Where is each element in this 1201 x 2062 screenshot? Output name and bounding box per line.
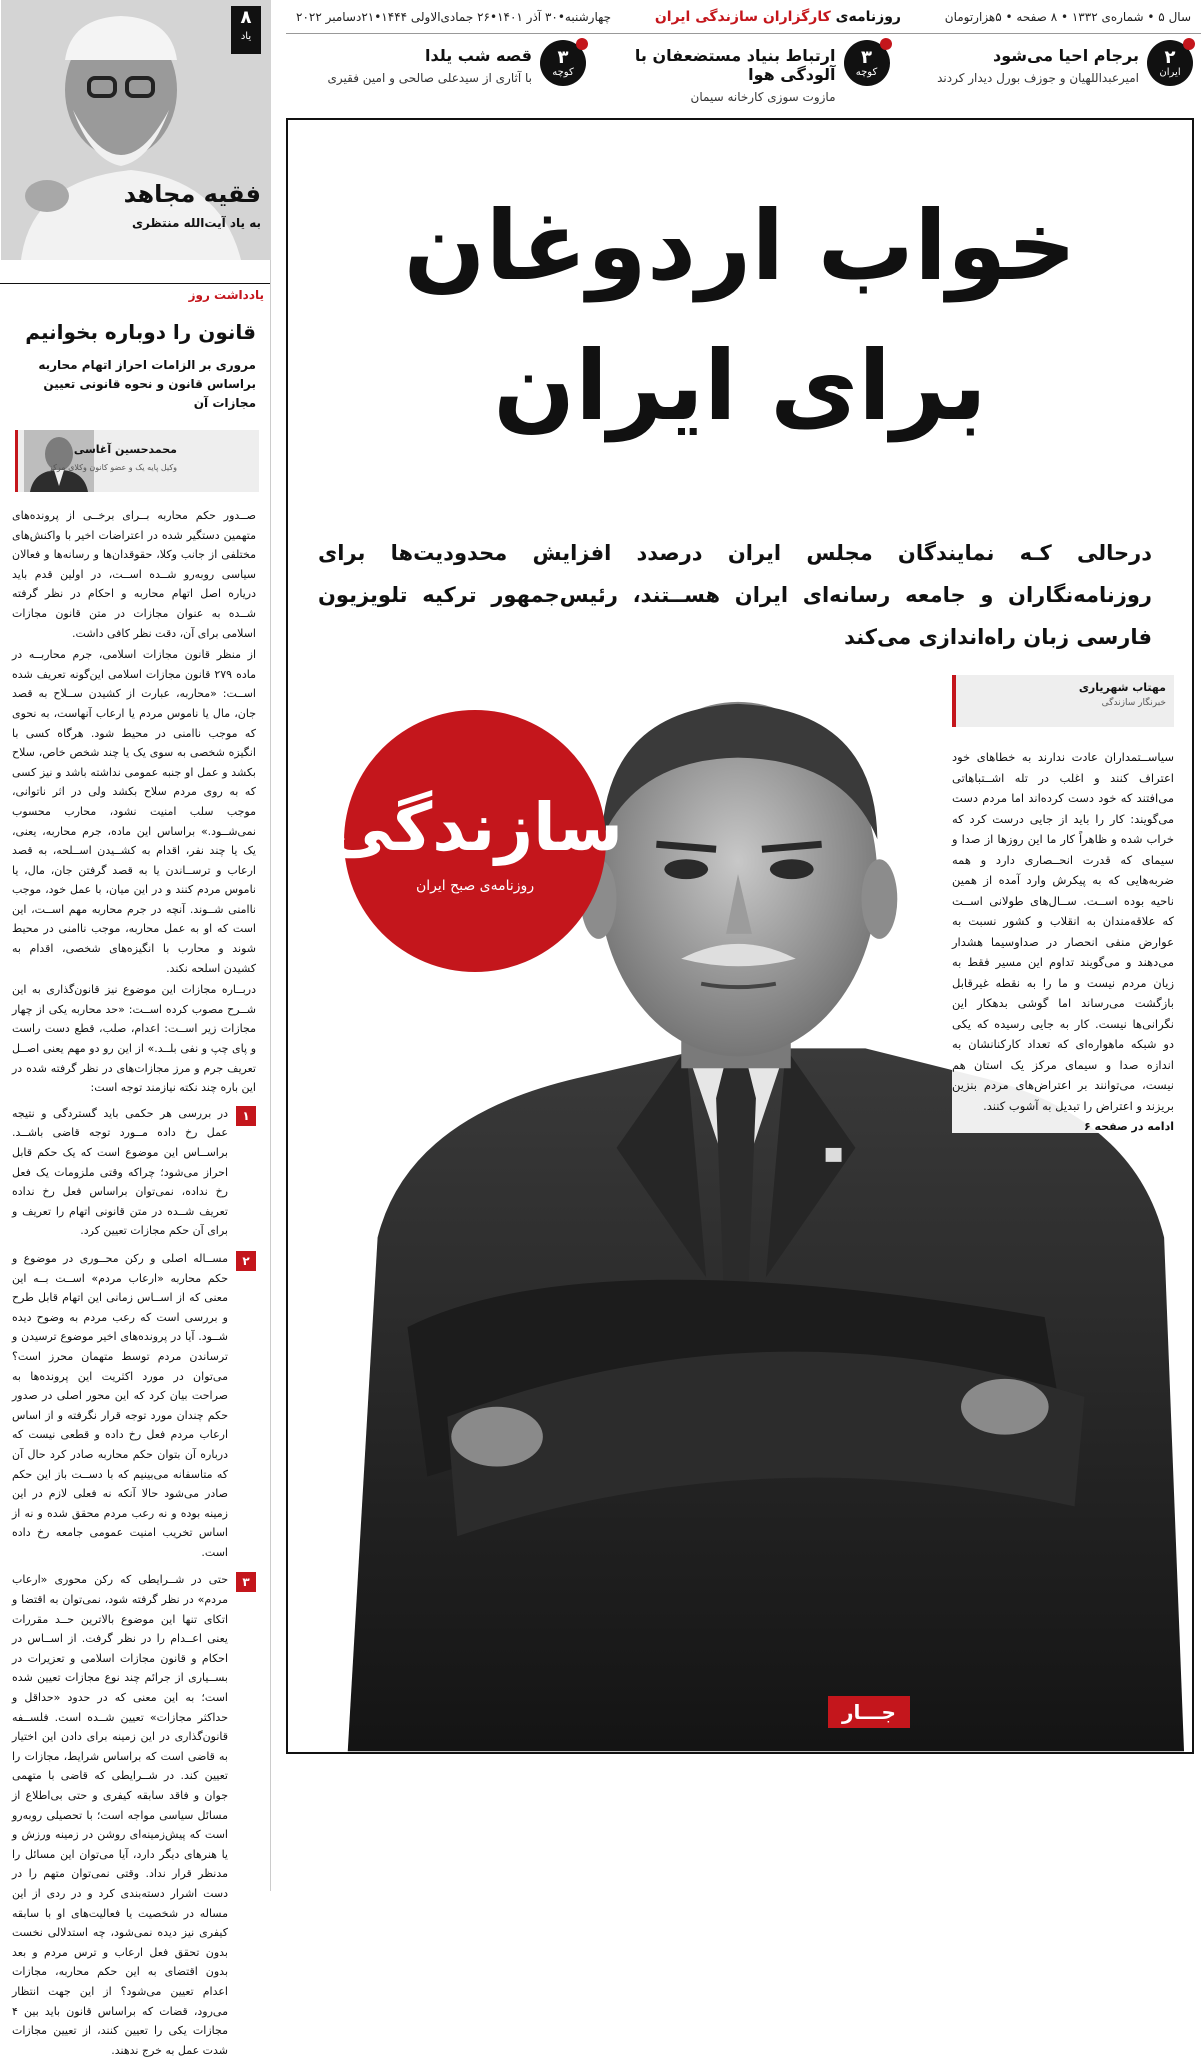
teaser-title[interactable]: برجام احیا می‌شود bbox=[993, 46, 1139, 65]
numbered-point bbox=[12, 1570, 256, 2062]
teaser-sub: مازوت سوزی کارخانه سیمان bbox=[690, 90, 836, 104]
headline-line-1: خواب اردوغان bbox=[403, 190, 1077, 302]
numbered-point bbox=[12, 1104, 256, 1243]
page-badge bbox=[1147, 40, 1193, 86]
seal-word: سازندگی bbox=[327, 788, 623, 866]
commentary-note bbox=[952, 675, 1174, 1133]
left-column bbox=[1, 0, 271, 2057]
paragraph: دربــاره مجازات این موضوع نیز قانون‌گذاری به این شــرح مصوب کرده اســت: «حد محاربه یکی از چهار مجازات زیر اســت: اعدام، صلب، قطع دست راست و پای چپ و نفی بلــد.» از این رو دو مهم یعنی اصــل تعریف جرم و مرز مجازات‌های در نظر گرفته شده در این باره چند نکته نیازمند توجه است: bbox=[12, 983, 256, 1095]
avatar bbox=[24, 430, 94, 492]
point-number: ۲ bbox=[236, 1251, 256, 1271]
main-headline[interactable] bbox=[288, 176, 1192, 456]
author-box bbox=[15, 430, 259, 492]
page-number: ۸ bbox=[240, 7, 252, 28]
brand-prefix: روزنامه‌ی bbox=[830, 8, 901, 25]
section-name: کوچه bbox=[552, 66, 574, 78]
page-number: ۲ bbox=[1164, 46, 1176, 68]
obit-title: فقیه مجاهد bbox=[123, 180, 261, 208]
teaser-1[interactable] bbox=[893, 40, 1193, 110]
brand-name[interactable] bbox=[655, 9, 901, 25]
point-text: حتی در شــرایطی که رکن محوری «ارعاب مردم» در نظر گرفته شود، نمی‌توان به اقتضا و اتکای تنها این موضوع بالاترین حــد مقررات یعنی اعــدام را در نظر گرفت. از اســاس در احکام و قانون مجازات اسلامی و تعزیرات در بســیاری از جرائم چند نوع مجازات تعیین شده است؛ به این معنی که در حدود «حداقل و حداکثر مجازات» تعیین شــده است. فلســفه قانون‌گذاری در این زمینه برای دادن این اختیار به قاضی است که براساس شرایط، مجازات را تعیین کند. در شــرایطی که قاضی با متهمی جوان و فاقد سابقه کیفری و حتی بی‌اطلاع از مسائل سیاسی مواجه است؛ با تحصیلی روبه‌رو است که پیش‌زمینه‌ای روشن در زمینه ورزش و یا هنرهای دیگر دارد، آیا می‌توان این مسائل را مدنظر قرار نداد. وقتی نمی‌توان متهم را در دست اشرار دسته‌بندی کرد و در ردی از این مساله در شخصیت یا فعالیت‌های او با سابقه کیفری نیز دیده نمی‌شود، چه استدلالی نخست بدون تحقق فعل ارعاب و ترس مردم و بعد بدون اقتضای به این حکم محاربه، مجازات اعدام تعیین می‌شود؟ از این جهت انتظار می‌رود، قضات که براساس قانون باید بین ۴ مجازات یکی را تعیین کنند، از تعیین مجازات شدت عمل به خرج ندهند. bbox=[12, 1573, 228, 2057]
page-badge bbox=[231, 6, 261, 54]
page-badge bbox=[844, 40, 890, 86]
teaser-3[interactable] bbox=[286, 40, 586, 110]
teaser-2[interactable] bbox=[590, 40, 890, 110]
teaser-title[interactable]: قصه شب یلدا bbox=[424, 46, 532, 65]
main-story-frame bbox=[286, 118, 1194, 1754]
section-name: کوچه bbox=[855, 66, 878, 78]
lede-text: درحالی کـه نمایندگان مجلس ایران درصدد افزایش محدودیت‌ها برای روزنامه‌نگاران و جامعه رسانه‌ای ایران هســتند، رئیس‌جمهور ترکیه تلویزیون فارسی زبان راه‌اندازی می‌کند bbox=[318, 541, 1152, 649]
point-number: ۳ bbox=[236, 1572, 256, 1592]
author-role: وکیل پایه یک و عضو کانون وکلای مرکز bbox=[48, 463, 177, 472]
teaser-sub: امیرعبداللهیان و جوزف بورل دیدار کردند bbox=[937, 71, 1139, 85]
teaser-title[interactable]: ارتباط بنیاد مستضعفان با آلودگی هوا bbox=[634, 46, 836, 84]
note-author-role: خبرنگار سازندگی bbox=[1101, 698, 1166, 708]
issue-info: سال ۵ • شماره‌ی ۱۳۳۲ • ۸ صفحه • ۵هزارتومان bbox=[944, 9, 1191, 24]
teaser-sub: با آثاری از سیدعلی صالحی و امین فقیری bbox=[327, 71, 532, 85]
section-name: یاد bbox=[240, 31, 252, 42]
paragraph: صــدور حکم محاربه بــرای برخــی از پرونده‌های متهمین دستگیر شده در اعتراضات اخیر با واکنش‌های مختلفی از جانب وکلا، حقوقدان‌ها و رسانه‌ها و فعالان سیاسی روبه‌رو شــده اســت، در اولین قدم باید دریاره اصل اتهام محاربه و احکام در نظر گرفته شــده به عنوان مجازات در متن قانون مجازات اسلامی برای آن، دقت نظر کافی داشت. bbox=[12, 509, 256, 640]
page-number: ۳ bbox=[861, 46, 872, 68]
section-name: ایران bbox=[1159, 66, 1181, 78]
teaser-bar bbox=[286, 40, 1193, 110]
masthead bbox=[286, 0, 1201, 34]
column-dek: مروری بر الزامات احراز اتهام محاربه براساس قانون و نحوه قانونی تعیین مجازات آن bbox=[38, 358, 256, 410]
numbered-point bbox=[12, 1249, 256, 1565]
column-body bbox=[12, 506, 256, 2062]
point-text: مســاله اصلی و رکن محــوری در موضوع و حکم محاربه «ارعاب مردم» اســت بــه این معنی که از اســاس زمانی این اتهام قابل طرح و بررسی است که رعب مردم به وضوح دیده شــود. آیا در پرونده‌های اخیر موضوع ترسیدن و ترساندن مردم توسط متهمان محرز است؟ می‌توان در مورد اکثریت این پرونده‌ها به صراحت بیان کرد که این محور اصلی در صدور حکم چندان مورد توجه قرار نگرفته و از اساس ارعاب مردم فعل رخ داده و قطعی نیست که درباره آن بتوان حکم محاربه صادر کرد حال آن که متاسفانه می‌بینیم که با دســت باز این حکم صادر می‌شود حالا آنکه نه فعلی لازم در این زمینه بوده و نه رعب مردم محقق شده و نه از اساس تخریب امنیت عمومی جامعه رخ داده است. bbox=[12, 1251, 228, 1559]
author-name: محمدحسین آغاسی bbox=[73, 443, 177, 456]
headline-line-2: برای ایران bbox=[493, 330, 987, 442]
obituary-box[interactable] bbox=[1, 0, 271, 260]
seal-sub: روزنامه‌ی صبح ایران bbox=[415, 877, 535, 894]
issue-date: چهارشنبه•۳۰ آذر ۱۴۰۱•۲۶ جمادی‌الاولی ۱۴۴۴•۲۱دسامبر ۲۰۲۲ bbox=[296, 9, 612, 24]
brand-highlight: کارگزاران سازندگی ایران bbox=[654, 8, 831, 25]
note-byline bbox=[952, 675, 1174, 727]
column-label-text: یادداشت روز bbox=[188, 288, 264, 302]
note-author: مهتاب شهریاری bbox=[1078, 681, 1166, 694]
obit-sub: به یاد آیت‌الله منتظری bbox=[132, 216, 261, 230]
note-body: سیاســتمداران عادت ندارند به خطاهای خود اعتراف کنند و اغلب در تله اشــتباهاتی می‌افتند که خود دست کرده‌اند اما مردم دست می‌گویند: کار را باید از جایی درست کرد که خراب شده و ظاهراً کار ما این روزها از صدا و سیمای که قدرت انحــصاری دارد و همه ضربه‌هایی که به پیکرش وارد آمده از همین ناحیه بوده اســت. ســال‌های طولانی اســت که علاقه‌مندان به انقلاب و کشور نسبت به عوارض منفی انحصار در صداوسیما هشدار می‌دهند و می‌گویند تداوم این مسیر فقط به زیان مردم نیست و ما را به نقطه غیرقابل بازگشت می‌رساند اما گوشی بدهکار این نگرانی‌ها نیست. کار به جایی رسیده که یکی دو شبکه ماهواره‌ای که تعداد کارکنانشان به اندازه صدا و سیمای مرکز یک استان هم نیست، می‌توانند بر اعتراض‌های مردم بنزین بریزند و اعتراض را تبدیل به آشوب کنند. bbox=[952, 750, 1174, 1113]
jar-logo: جـــار bbox=[828, 1696, 910, 1728]
page-number: ۳ bbox=[557, 46, 569, 68]
continued-link[interactable]: ادامه در صفحه ۶ bbox=[1084, 1120, 1174, 1133]
point-number: ۱ bbox=[236, 1106, 256, 1126]
point-text: در بررسی هر حکمی باید گستردگی و نتیجه عمل رخ داده مــورد توجه قاضی باشــد. براســاس این موضوع است که یک حکم قابل احراز می‌شود؛ چراکه وقتی ملزومات یک فعل رخ نداده، نمی‌توان براساس فعل رخ نداده تعریف شــده در متن قانونی اتهام را تعریف و برای آن حکم مجازات تعیین کرد. bbox=[12, 1106, 228, 1238]
column-title[interactable]: قانون را دوباره بخوانیم bbox=[25, 320, 256, 344]
paragraph: از منظر قانون مجازات اسلامی، جرم محاربــه در ماده ۲۷۹ قانون مجازات اسلامی این‌گونه تعریف شده اســت: «محاربه، عبارت از کشیدن ســلاح به قصد جان، مال یا ناموس مردم یا ارعاب آنهاست، به نحوی که موجب ناامنی در محیط شود. هرگاه کسی با انگیزه شخصی به سوی یک یا چند شخص خاص، سلاح بکشد و عمل او جنبه عمومی نداشته باشد و نیز کسی که به روی مردم سلاح بکشد ولی در اثر ناتوانی، موجب سلب امنیت نشود، محارب محسوب نمی‌شــود.» براساس این ماده، جرم محاربه، یعنی، یک یا چند نفر، اقدام به کشــیدن اســلحه، به قصد ارعاب و ترســاندن یا به قصد گرفتن جان، مال، یا ناموس مردم کنند و در این میان، با عمل خود، موجب ناامنی شــوند. آنچه در جرم محاربه مهم اســت، این است که او به عمل محاربه، موجب ناامنی در محیط شوند و محارب با انگیزه‌های شخصی، اقدام به کشیدن اسلحه نکند. bbox=[12, 648, 256, 975]
page-badge bbox=[540, 40, 586, 86]
brand-seal bbox=[327, 710, 623, 972]
column-label bbox=[0, 283, 270, 305]
